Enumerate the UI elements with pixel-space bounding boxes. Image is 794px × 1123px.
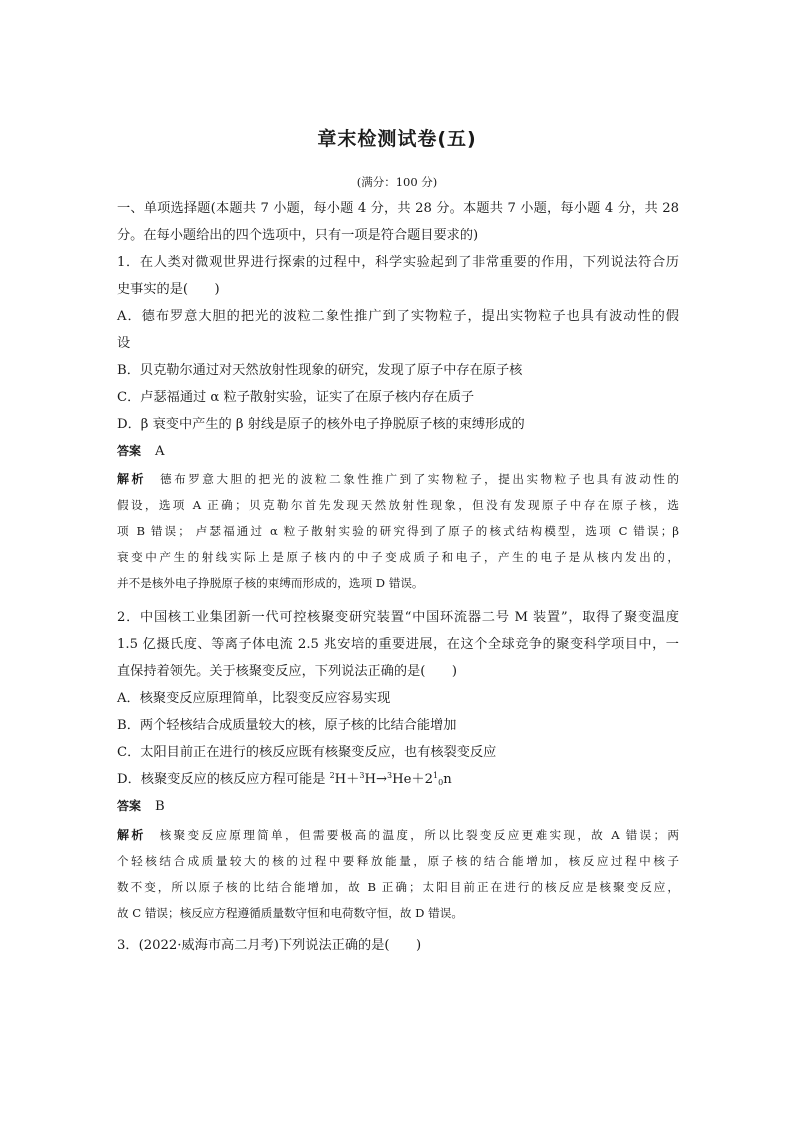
- page-title: 章末检测试卷(五): [317, 128, 477, 150]
- analysis-line: 并不是核外电子挣脱原子核的束缚而形成的，选项 D 错误。: [117, 576, 424, 590]
- option-c: C．卢瑟福通过 α 粒子散射实验，证实了在原子核内存在质子: [117, 390, 475, 405]
- option-a: 设: [117, 336, 131, 351]
- option-d: D．β 衰变中产生的 β 射线是原子的核外电子挣脱原子核的束缚形成的: [117, 417, 525, 432]
- answer-value: B: [155, 799, 165, 814]
- option-a: A．核聚变反应原理简单，比裂变反应容易实现: [117, 691, 391, 706]
- analysis-line: 故 C 错误；核反应方程遵循质量数守恒和电荷数守恒，故 D 错误。: [117, 906, 463, 920]
- full-score: (满分：100 分): [356, 175, 438, 189]
- option-b: B．两个轻核结合成质量较大的核，原子核的比结合能增加: [117, 718, 457, 733]
- answer-line: [117, 793, 679, 820]
- analysis-line: 个轻核结合成质量较大的核的过程中要释放能量，原子核的结合能增加，核反应过程中核子: [117, 854, 679, 868]
- analysis-line: 数不变，所以原子核的比结合能增加，故 B 正确；太阳目前正在进行的核反应是核聚变反应，: [117, 880, 679, 894]
- answer-value: A: [155, 444, 165, 459]
- analysis-line: 项 B 错误； 卢瑟福通过 α 粒子散射实验的研究得到了原子的核式结构模型，选项 C 错误；β: [117, 524, 679, 538]
- answer-label: 答案: [117, 799, 142, 813]
- question-stem: 1.5 亿摄氏度、等离子体电流 2.5 兆安培的重要进展，在这个全球竞争的聚变科学项目中，一: [117, 637, 679, 652]
- analysis-2: [117, 822, 679, 926]
- question-stem: 直保持着领先。关于核聚变反应，下列说法正确的是( ): [117, 664, 457, 679]
- section-line: 一、单项选择题(本题共 7 小题，每小题 4 分，共 28 分。本题共 7 小题，每小题 4 分，共 28: [117, 201, 679, 216]
- question-stem: 3．(2022·威海市高二月考)下列说法正确的是( ): [117, 938, 422, 953]
- question-stem: 2．中国核工业集团新一代可控核聚变研究装置“中国环流器二号 M 装置”，取得了聚变温度: [117, 610, 679, 625]
- question-1: [117, 249, 679, 465]
- section-line: 分。在每小题给出的四个选项中，只有一项是符合题目要求的): [117, 228, 479, 243]
- question-stem: 1．在人类对微观世界进行探索的过程中，科学实验起到了非常重要的作用，下列说法符合历: [117, 255, 679, 270]
- analysis-1: [117, 466, 679, 596]
- question-stem: 史事实的是( ): [117, 282, 220, 297]
- analysis-line: 衰变中产生的射线实际上是原子核内的中子变成质子和电子，产生的电子是从核内发出的，: [117, 550, 679, 564]
- analysis-line: 假设，选项 A 正确；贝克勒尔首先发现天然放射性现象，但没有发现原子中存在原子核，选: [117, 498, 679, 512]
- analysis-line: 解析 德布罗意大胆的把光的波粒二象性推广到了实物粒子，提出实物粒子也具有波动性的: [117, 472, 679, 486]
- analysis-label: 解析: [117, 828, 146, 842]
- question-3: [117, 932, 679, 959]
- option-a: A．德布罗意大胆的把光的波粒二象性推广到了实物粒子，提出实物粒子也具有波动性的假: [117, 309, 679, 324]
- question-2: [117, 604, 679, 820]
- option-c: C．太阳目前正在进行的核反应既有核聚变反应，也有核裂变反应: [117, 745, 497, 760]
- answer-label: 答案: [117, 444, 142, 458]
- analysis-line: 解析 核聚变反应原理简单，但需要极高的温度，所以比裂变反应更难实现，故 A 错误；两: [117, 828, 679, 842]
- analysis-label: 解析: [117, 472, 147, 486]
- option-d: D．核聚变反应的核反应方程可能是 $^2H+^3H\to^3He+2^1_0n$: [117, 771, 452, 787]
- option-b: B．贝克勒尔通过对天然放射性现象的研究，发现了原子中存在原子核: [117, 363, 523, 378]
- answer-line: [117, 438, 679, 465]
- section-instructions: [117, 195, 679, 249]
